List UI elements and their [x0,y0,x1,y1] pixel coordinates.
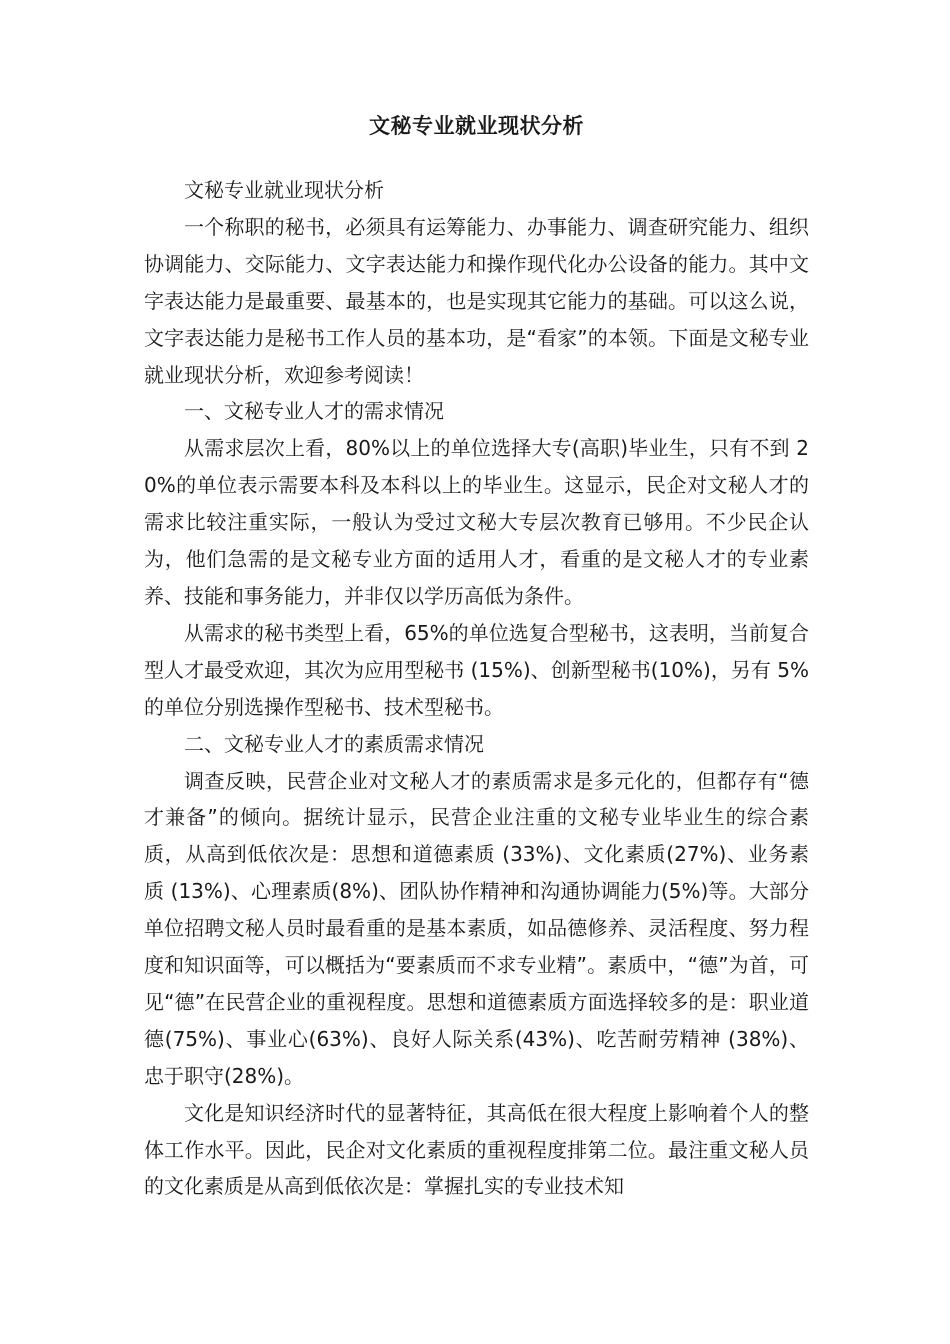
paragraph-culture: 文化是知识经济时代的显著特征，其高低在很大程度上影响着个人的整体工作水平。因此，民企对文化素质的重视程度排第二位。最注重文秘人员的文化素质是从高到低依次是：掌握扎实的专业技术知 [144,1100,809,1199]
section-heading-quality: 二、文秘专业人才的素质需求情况 [184,731,484,756]
section-heading-demand: 一、文秘专业人才的需求情况 [184,399,444,424]
paragraph-intro: 一个称职的秘书，必须具有运筹能力、办事能力、调查研究能力、组织协调能力、交际能力、文字表达能力和操作现代化办公设备的能力。其中文字表达能力是最重要、最基本的，也是实现其它能力的基础。可以这么说，文字表达能力是秘书工作人员的基本功，是“看家”的本领。下面是文秘专业就业现状分析，欢迎参考阅读！ [144,214,809,387]
document-title: 文秘专业就业现状分析 [369,114,584,138]
paragraph-subtitle: 文秘专业就业现状分析 [184,178,384,202]
document-body [144,172,809,1205]
paragraph-quality-survey: 调查反映，民营企业对文秘人才的素质需求是多元化的，但都存有“德才兼备”的倾向。据统计显示，民营企业注重的文秘专业毕业生的综合素质，从高到低依次是：思想和道德素质 (33%)、文化素质(27%)、业务素质 (13%)、心理素质(8%)、团队协作精神和沟通协调能力(5%)等。大部分单位招聘文秘人员时最看重的是基本素质，如品德修养、灵活程度、努力程度和知识面等，可以概括为“要素质而不求专业精”。素质中，“德”为首，可见“德”在民营企业的重视程度。思想和道德素质方面选择较多的是：职业道德(75%)、事业心(63%)、良好人际关系(43%)、吃苦耐劳精神 (38%)、忠于职守(28%)。 [144,768,809,1088]
paragraph-demand-level: 从需求层次上看，80%以上的单位选择大专(高职)毕业生，只有不到 20%的单位表示需要本科及本科以上的毕业生。这显示，民企对文秘人才的需求比较注重实际，一般认为受过文秘大专层次教育已够用。不少民企认为，他们急需的是文秘专业方面的适用人才，看重的是文秘人才的专业素养、技能和事务能力，并非仅以学历高低为条件。 [144,436,809,608]
paragraph-demand-type: 从需求的秘书类型上看，65%的单位选复合型秘书，这表明，当前复合型人才最受欢迎，其次为应用型秘书 (15%)、创新型秘书(10%)，另有 5%的单位分别选操作型秘书、技术型秘书。 [144,620,809,719]
